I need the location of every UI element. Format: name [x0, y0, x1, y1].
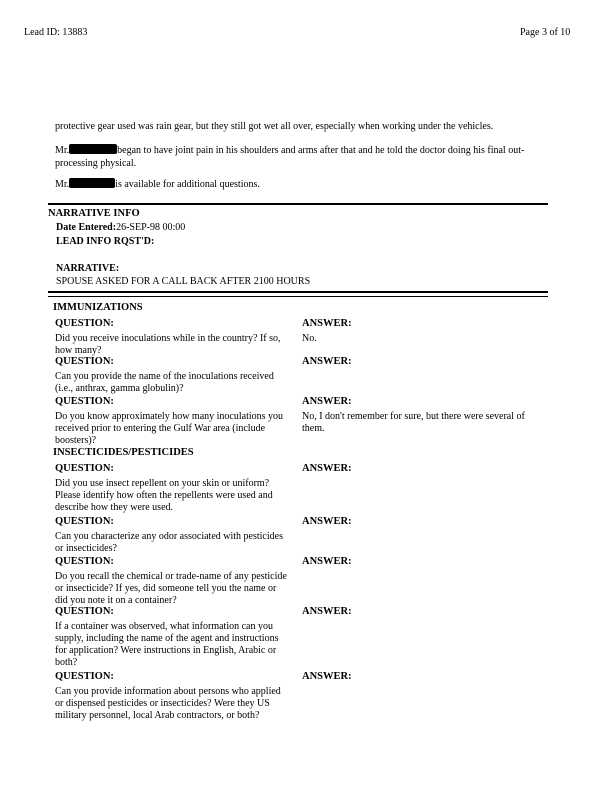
date-label: Date Entered:	[56, 222, 117, 233]
question-text: Can you provide the name of the inoculations received (i.e., anthrax, gamma globulin)?	[55, 371, 274, 394]
answer-label: ANSWER:	[302, 516, 352, 527]
question-label: QUESTION:	[55, 556, 114, 567]
answer-label: ANSWER:	[302, 356, 352, 367]
section-divider	[48, 203, 548, 205]
section-divider	[48, 296, 548, 297]
honorific: Mr.	[55, 145, 70, 156]
question-block	[55, 396, 287, 447]
question-label: QUESTION:	[55, 463, 114, 474]
paragraph-text: is available for additional questions.	[115, 179, 260, 190]
lead-id: Lead ID: 13883	[24, 27, 88, 38]
question-block	[55, 516, 287, 555]
answer-block	[302, 556, 542, 571]
immunizations-title: IMMUNIZATIONS	[53, 302, 143, 313]
lead-info-label: LEAD INFO RQST'D:	[56, 236, 155, 247]
question-text: Do you know approximately how many inoculations you received prior to entering the Gulf War area (include boosters)?	[55, 411, 284, 446]
insecticides-title: INSECTICIDES/PESTICIDES	[53, 447, 194, 458]
answer-block	[302, 606, 542, 621]
answer-block	[302, 463, 542, 478]
answer-label: ANSWER:	[302, 556, 352, 567]
redaction-bar	[69, 178, 115, 188]
answer-block	[302, 671, 542, 686]
question-label: QUESTION:	[55, 671, 114, 682]
date-value: 26-SEP-98 00:00	[116, 222, 186, 233]
question-label: QUESTION:	[55, 606, 114, 617]
date-entered	[56, 222, 185, 234]
answer-block	[302, 396, 542, 435]
answer-text: No.	[302, 333, 317, 344]
question-label: QUESTION:	[55, 396, 114, 407]
question-label: QUESTION:	[55, 516, 114, 527]
question-text: Did you use insect repellent on your skin or uniform? Please identify how often the repellents were used and describe how they were used.	[55, 478, 273, 513]
answer-block	[302, 318, 542, 345]
answer-label: ANSWER:	[302, 396, 352, 407]
intro-paragraph-1: protective gear used was rain gear, but they still got wet all over, especially when working under the vehicles.	[55, 121, 494, 132]
question-text: Can you provide information about persons who applied or dispensed pesticides or insecticides? Were they US military personnel, local Arab contractors, or both?	[55, 686, 281, 721]
intro-paragraph-3	[55, 178, 525, 191]
answer-block	[302, 356, 542, 371]
answer-label: ANSWER:	[302, 318, 352, 329]
question-block	[55, 671, 287, 722]
answer-label: ANSWER:	[302, 671, 352, 682]
answer-block	[302, 516, 542, 531]
redaction-bar	[69, 144, 117, 154]
question-block	[55, 356, 287, 395]
question-text: Do you recall the chemical or trade-name of any pesticide or insecticide? If yes, did someone tell you the name or did you note it on a container?	[55, 571, 287, 606]
page-number: Page 3 of 10	[520, 27, 571, 38]
question-text: Can you characterize any odor associated with pesticides or insecticides?	[55, 531, 283, 554]
question-block	[55, 463, 287, 514]
question-label: QUESTION:	[55, 356, 114, 367]
honorific: Mr.	[55, 179, 70, 190]
question-label: QUESTION:	[55, 318, 114, 329]
question-block	[55, 318, 287, 357]
narrative-text: SPOUSE ASKED FOR A CALL BACK AFTER 2100 HOURS	[56, 276, 311, 287]
intro-paragraph-2	[55, 144, 525, 170]
answer-label: ANSWER:	[302, 606, 352, 617]
paragraph-text: began to have joint pain in his shoulders and arms after that and he told the doctor doing his final out-processing physical.	[55, 145, 525, 169]
question-block	[55, 606, 287, 669]
answer-text: No, I don't remember for sure, but there were several of them.	[302, 411, 525, 434]
narrative-info-title: NARRATIVE INFO	[48, 208, 140, 219]
narrative-label: NARRATIVE:	[56, 263, 120, 274]
section-divider	[48, 291, 548, 293]
question-text: Did you receive inoculations while in the country? If so, how many?	[55, 333, 281, 356]
question-block	[55, 556, 287, 607]
answer-label: ANSWER:	[302, 463, 352, 474]
question-text: If a container was observed, what information can you supply, including the name of the agent and instructions for application? Were instructions in English, Arabic or both?	[55, 621, 279, 668]
